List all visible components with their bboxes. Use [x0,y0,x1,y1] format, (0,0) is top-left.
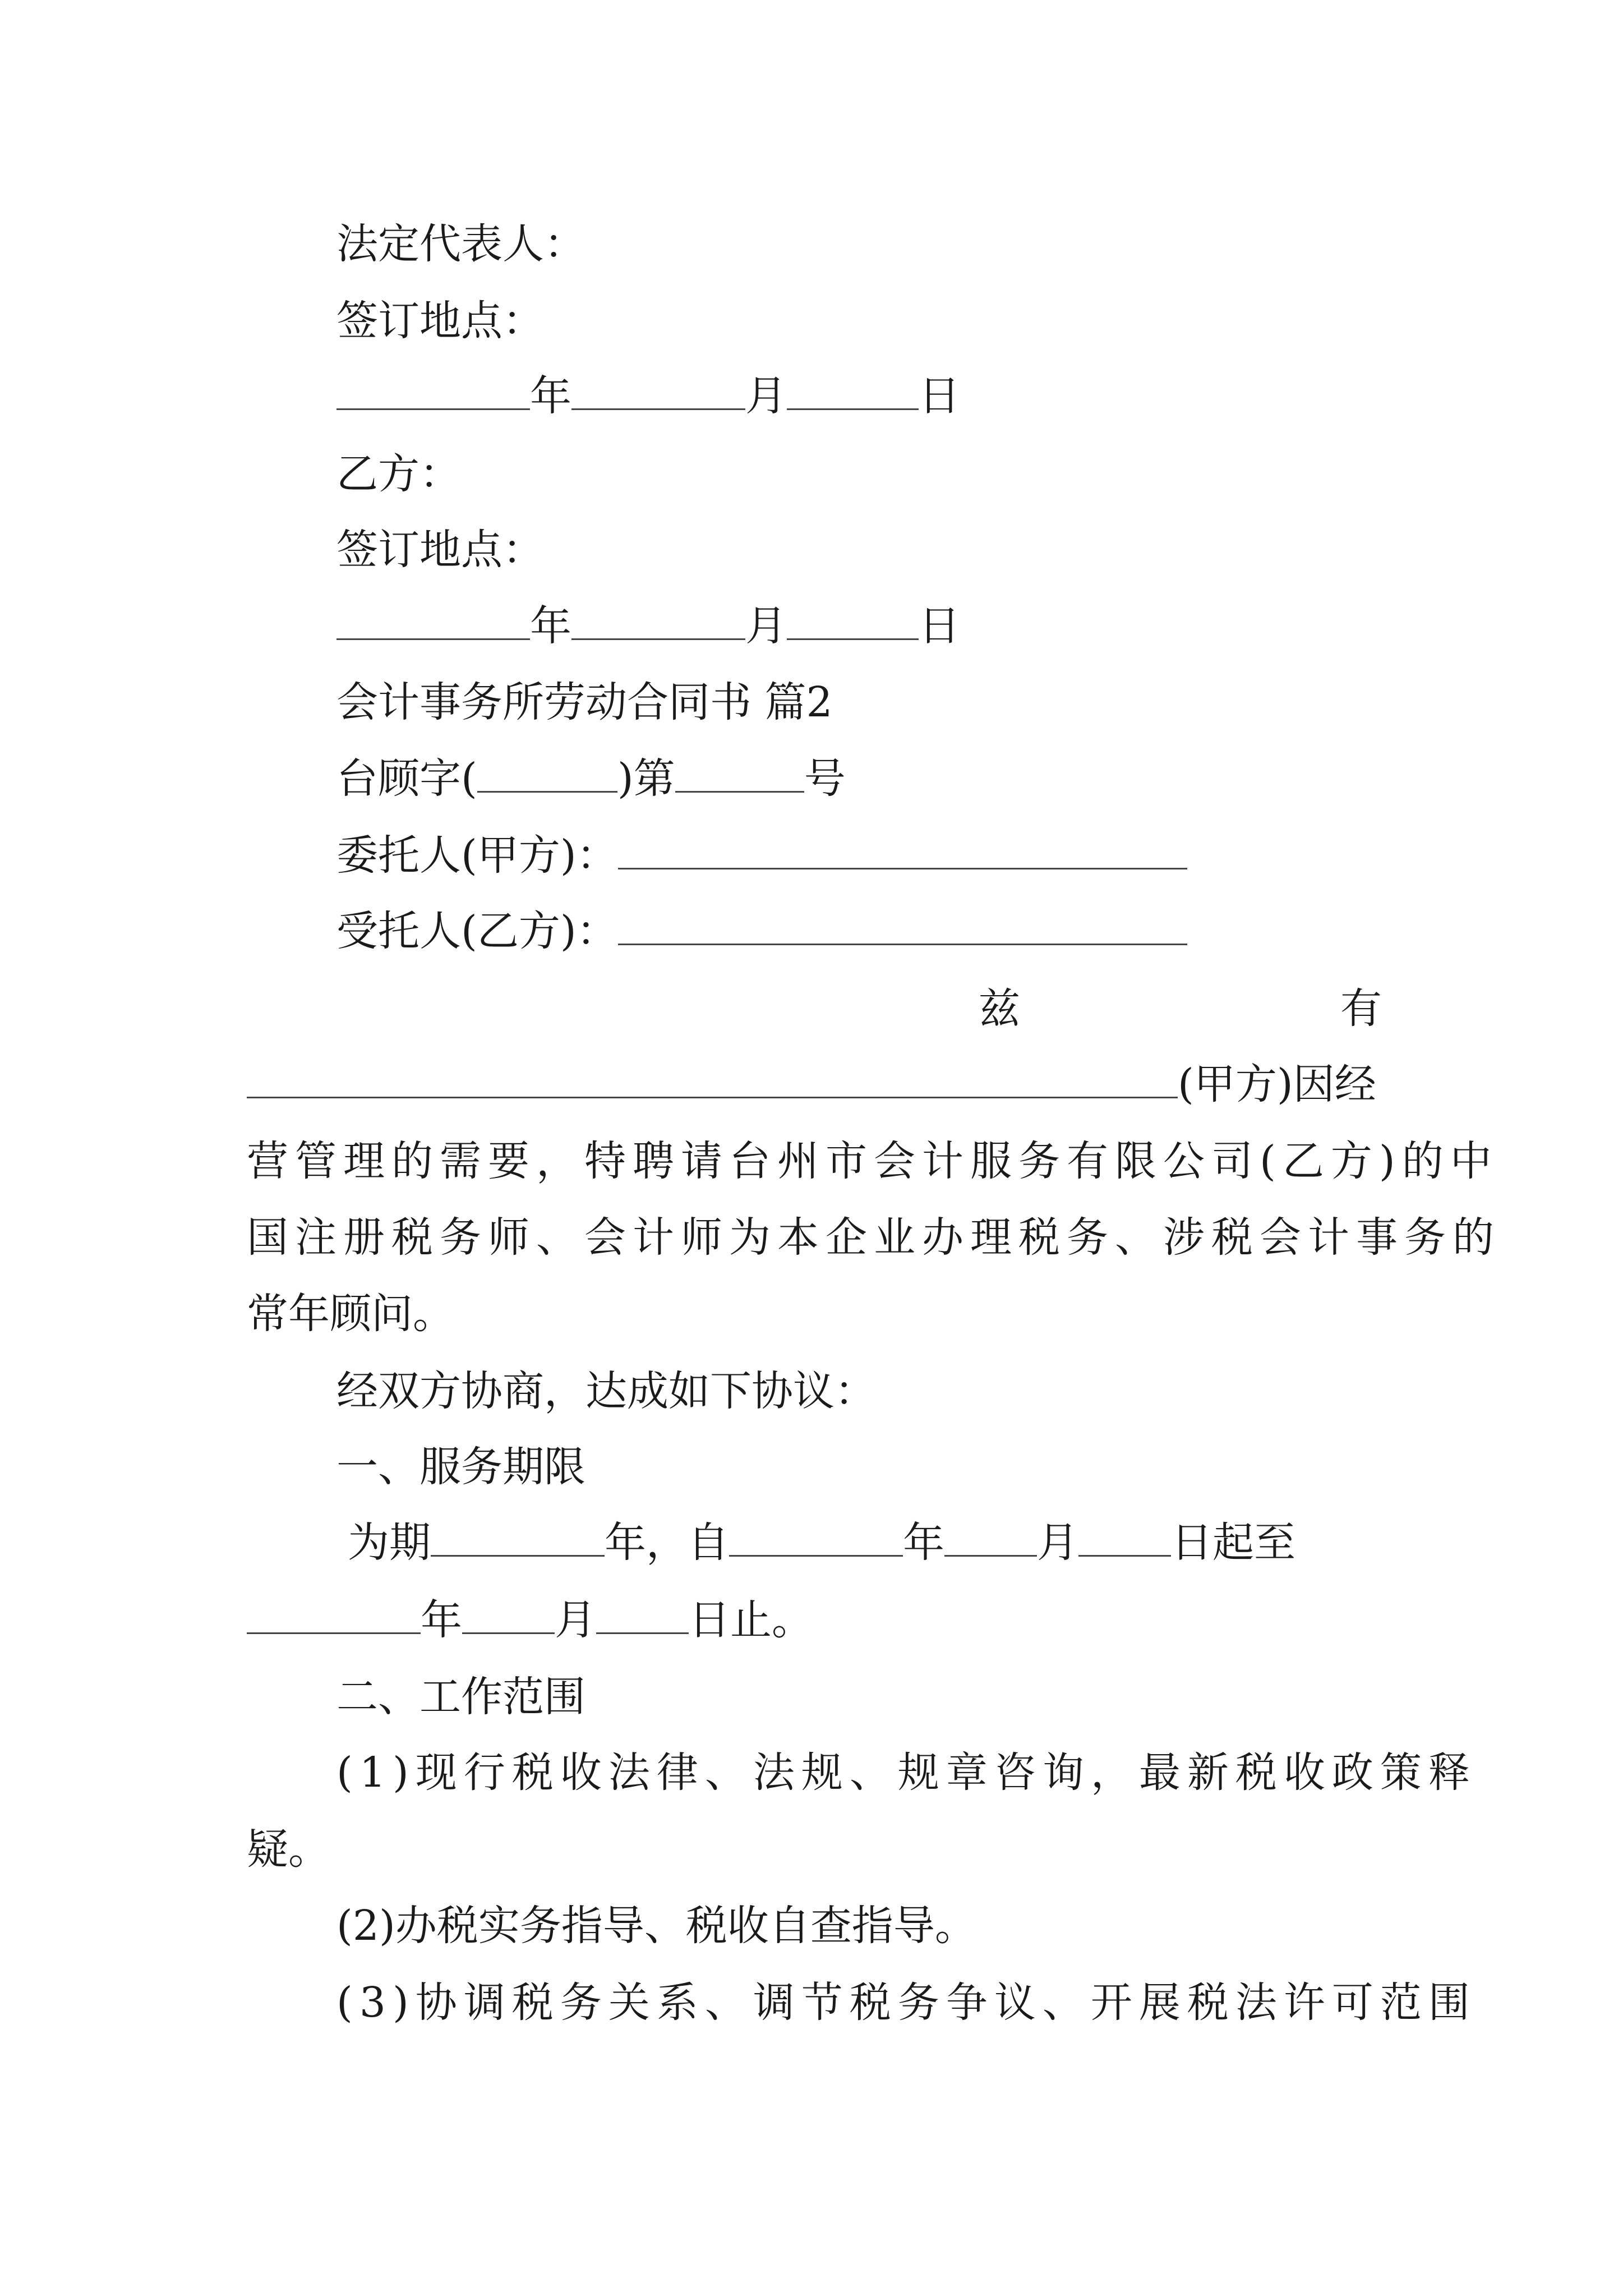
sign-place-label: 签订地点： [336,526,544,574]
scope-item-3: (3)协调税务关系、调节税务争议、开展税法许可范围 [336,1978,1477,2027]
year-blank [336,371,530,410]
year-blank [336,601,530,640]
year-label: 年 [530,602,571,650]
date-line-party-a [336,368,960,424]
section-heading: 会计事务所劳动合同书 篇2 [336,678,833,726]
legal-rep-label: 法定代表人： [336,220,585,268]
term-years-blank [431,1518,605,1557]
scope-item-1: (1)现行税收法律、法规、规章咨询，最新税收政策释 [336,1749,1477,1797]
document-number: 台顾字( )第 号 [336,754,846,803]
party-a-cause-line: (甲方)因经 [247,1056,1376,1112]
day-blank [787,601,919,640]
doc-seq-blank [675,754,804,793]
day-blank [787,371,919,410]
scope-item-2: (2)办税实务指导、税收自查指导。 [336,1902,976,1950]
doc-no-blank [477,754,617,793]
paragraph-line: 国注册税务师、会计师为本企业办理税务、涉税会计事务的 [247,1213,1501,1262]
month-blank [571,371,745,410]
you-char: 有 [1340,984,1382,1033]
start-month-blank [944,1518,1037,1557]
start-year-blank [729,1518,903,1557]
term-line: 为期 年，自 年 月 日起至 [348,1519,1295,1567]
principal-line [336,827,1187,884]
agreement-intro: 经双方协商，达成如下协议： [336,1367,876,1415]
day-label: 日 [919,372,960,420]
year-label: 年 [530,372,571,420]
term-end-line: 年 月 日止。 [247,1592,813,1648]
scope-item-1-cont: 疑。 [247,1825,330,1874]
principal-blank [618,831,1187,869]
start-day-blank [1078,1518,1171,1557]
agent-blank [618,907,1187,945]
paragraph-line: 常年顾问。 [247,1290,454,1338]
principal-label: 委托人(甲方)： [336,831,618,880]
day-label: 日 [919,602,960,650]
party-a-blank [247,1060,1178,1098]
zi-char: 兹 [979,984,1020,1033]
paragraph-line: 营管理的需要，特聘请台州市会计服务有限公司(乙方)的中 [247,1137,1498,1185]
agent-label: 受托人(乙方)： [336,907,618,955]
month-label: 月 [745,602,787,650]
end-day-blank [596,1595,689,1634]
month-blank [571,601,745,640]
end-year-blank [247,1595,421,1634]
agent-line [336,903,1187,959]
sign-place-label: 签订地点： [336,297,544,345]
end-month-blank [462,1595,555,1634]
section-title-scope: 二、工作范围 [336,1673,585,1721]
month-label: 月 [745,372,787,420]
date-line-party-b [336,598,960,654]
party-b-label: 乙方： [336,450,461,498]
section-title-term: 一、服务期限 [336,1443,585,1491]
